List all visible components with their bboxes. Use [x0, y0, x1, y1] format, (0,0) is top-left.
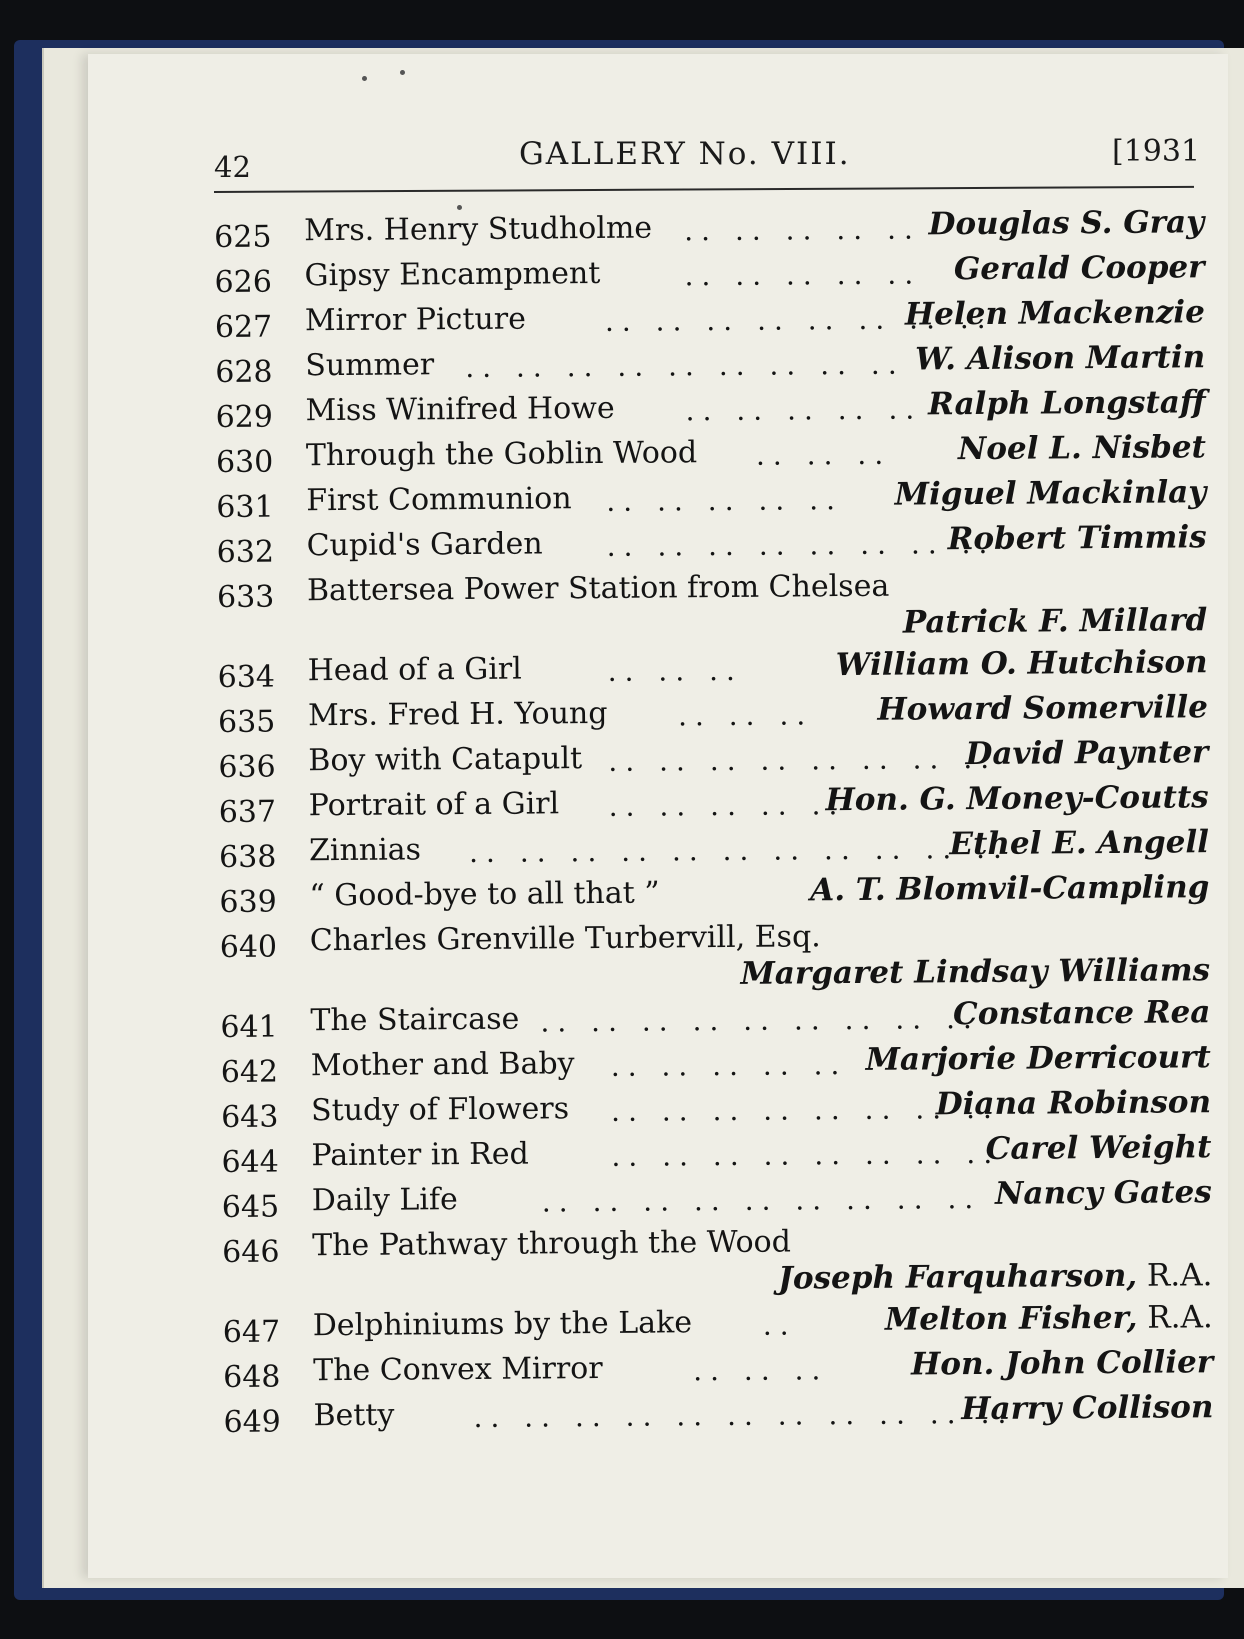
- entry-artist: [961, 1389, 1213, 1427]
- artist-name: Harry Collison: [961, 1389, 1214, 1428]
- catalogue-entry: [222, 1215, 1213, 1303]
- entry-number: 637: [218, 794, 277, 830]
- entry-number: 630: [215, 444, 274, 480]
- entry-title: Gipsy Encampment: [304, 255, 601, 294]
- artist-name: Constance Rea: [952, 994, 1211, 1033]
- leader-dots: .. .. ..: [607, 653, 743, 688]
- catalogue-entry: [217, 640, 1207, 693]
- entry-title: Cupid's Garden: [306, 526, 543, 564]
- artist-name: Miguel Mackinlay: [894, 474, 1207, 513]
- entry-title: Through the Goblin Wood: [305, 435, 698, 474]
- entry-title: Battersea Power Station from Chelsea: [306, 568, 890, 609]
- entry-title: “ Good-bye to all that ”: [309, 875, 660, 914]
- artist-name: Hon. John Collier: [910, 1344, 1214, 1383]
- entry-artist: [903, 602, 1208, 640]
- catalogue-entry: [219, 775, 1209, 828]
- entry-title: Mirror Picture: [304, 301, 527, 339]
- entry-artist: [911, 1344, 1213, 1382]
- artist-name: A. T. Blomvil-Campling: [810, 869, 1210, 909]
- catalogue-entry: [217, 560, 1208, 648]
- entry-number: 638: [218, 839, 277, 875]
- catalogue-entry: [216, 425, 1206, 478]
- leader-dots: .. .. .. .. ..: [610, 1048, 848, 1083]
- entry-number: 641: [220, 1009, 278, 1045]
- artist-name: Gerald Cooper: [953, 249, 1205, 288]
- catalogue-entry: [221, 1035, 1211, 1088]
- catalogue-entry: [215, 290, 1205, 343]
- entry-artist: [958, 429, 1206, 467]
- catalogue-entry: [219, 820, 1209, 873]
- leader-dots: .. .. .. .. ..: [684, 212, 921, 248]
- leader-dots: .. .. ..: [755, 437, 892, 472]
- artist-name: David Paynter: [965, 734, 1209, 773]
- entry-title: Zinnias: [308, 832, 422, 869]
- entry-title: Mrs. Fred H. Young: [307, 695, 608, 734]
- entry-number: 642: [220, 1054, 279, 1090]
- entry-artist: [885, 1299, 1213, 1338]
- catalogue-entry: [221, 1080, 1211, 1133]
- leader-dots: .. .. .. .. .. .. .. ..: [606, 526, 996, 563]
- entry-title: The Convex Mirror: [312, 1350, 603, 1389]
- entry-artist: [948, 519, 1207, 557]
- leader-dots: .. .. .. .. ..: [606, 483, 844, 518]
- catalogue-entry: [216, 515, 1206, 568]
- entry-artist: [995, 1174, 1212, 1212]
- artist-name: Noel L. Nisbet: [957, 429, 1207, 468]
- entry-number: 648: [223, 1359, 281, 1395]
- entry-number: 639: [219, 884, 277, 920]
- leader-dots: .. .. .. .. .. .. .. ..: [610, 1091, 1000, 1128]
- leader-dots: .. .. .. .. .. .. .. .. ..: [540, 1002, 980, 1039]
- leader-dots: .. .. .. .. .. .. .. .. ..: [541, 1182, 982, 1219]
- catalogue-entry: [223, 1295, 1213, 1348]
- catalogue-entry: [223, 1340, 1213, 1393]
- entry-title: Mother and Baby: [310, 1046, 575, 1084]
- catalogue-entry: [214, 200, 1204, 253]
- catalogue-entry: [220, 910, 1211, 998]
- entry-title: Head of a Girl: [307, 651, 522, 689]
- year: [1931: [1112, 134, 1201, 169]
- entry-number: 629: [215, 399, 274, 435]
- entry-number: 632: [216, 534, 275, 570]
- entry-number: 640: [219, 929, 278, 965]
- artist-name: William O. Hutchison: [835, 644, 1208, 684]
- leader-dots: ..: [762, 1308, 797, 1342]
- artist-name: Nancy Gates: [994, 1174, 1212, 1212]
- artist-name: Ethel E. Angell: [949, 824, 1210, 863]
- entry-artist: [928, 384, 1206, 422]
- leader-dots: .. .. .. .. .. .. .. .. ..: [465, 347, 905, 385]
- entry-title: The Staircase: [310, 1001, 520, 1039]
- entry-artist: [953, 994, 1211, 1032]
- artist-name: Carel Weight: [985, 1129, 1212, 1167]
- catalogue-entry: [221, 1125, 1211, 1178]
- entry-number: 645: [221, 1189, 280, 1225]
- entry-number: 626: [214, 264, 272, 300]
- running-header: [214, 134, 1201, 194]
- catalogue-entry: [222, 1170, 1212, 1223]
- artist-name: Hon. G. Money-Coutts: [825, 779, 1209, 819]
- leader-dots: .. .. .. .. ..: [608, 788, 846, 823]
- artist-name: Marjorie Derricourt: [865, 1039, 1211, 1078]
- entry-artist: [825, 779, 1208, 818]
- artist-name: Margaret Lindsay Williams: [740, 952, 1211, 992]
- entry-artist: [866, 1039, 1211, 1078]
- catalogue-list: [214, 200, 1214, 1438]
- entry-number: 631: [216, 489, 274, 525]
- leader-dots: .. .. .. .. .. .. .. ..: [611, 1136, 1001, 1173]
- entry-number: 636: [218, 749, 276, 785]
- ink-speck: [400, 70, 405, 75]
- artist-name: Ralph Longstaff: [927, 384, 1206, 423]
- entry-title: Miss Winifred Howe: [305, 390, 615, 429]
- entry-title: Summer: [305, 347, 435, 384]
- artist-honour: R.A.: [1137, 1299, 1213, 1336]
- entry-artist: [936, 1084, 1212, 1122]
- artist-name: Diana Robinson: [935, 1084, 1212, 1123]
- artist-name: W. Alison Martin: [915, 339, 1206, 378]
- entry-artist: [810, 869, 1209, 908]
- artist-name: Robert Timmis: [947, 519, 1207, 558]
- entry-title: Delphiniums by the Lake: [312, 1305, 693, 1344]
- leader-dots: .. .. .. .. ..: [685, 392, 923, 428]
- artist-name: Melton Fisher,: [884, 1299, 1138, 1338]
- entry-number: 647: [222, 1314, 281, 1350]
- catalogue-entry: [223, 1385, 1213, 1438]
- artist-honour: R.A.: [1136, 1257, 1213, 1294]
- leader-dots: .. .. .. .. .. .. .. .. .. .. ..: [468, 831, 1010, 870]
- catalogue-entry: [218, 685, 1208, 738]
- entry-title: Study of Flowers: [310, 1091, 570, 1129]
- entry-artist: [949, 824, 1209, 862]
- entry-artist: [740, 952, 1210, 992]
- leader-dots: .. .. .. .. .. .. .. ..: [608, 741, 998, 778]
- entry-number: 649: [223, 1404, 281, 1440]
- leader-dots: .. .. .. .. ..: [684, 257, 922, 293]
- artist-name: Howard Somerville: [877, 689, 1209, 728]
- entry-artist: [965, 734, 1208, 772]
- leader-dots: .. .. .. .. .. .. .. ..: [604, 301, 994, 338]
- gallery-title: GALLERY No. VIII.: [519, 136, 851, 172]
- catalogue-entry: [214, 245, 1204, 298]
- entry-number: 644: [221, 1144, 279, 1180]
- leader-dots: .. .. .. .. .. .. .. .. .. .. ..: [473, 1396, 1015, 1434]
- catalogue-entry: [215, 335, 1205, 388]
- page-number: 42: [214, 150, 251, 184]
- entry-title: Portrait of a Girl: [308, 786, 560, 824]
- entry-title: Mrs. Henry Studholme: [304, 210, 653, 249]
- artist-name: Patrick F. Millard: [902, 602, 1208, 641]
- entry-artist: [877, 689, 1208, 728]
- entry-title: Boy with Catapult: [308, 741, 583, 779]
- artist-name: Joseph Farquharson,: [778, 1257, 1138, 1297]
- entry-title: Betty: [313, 1397, 395, 1434]
- entry-number: 635: [217, 704, 276, 740]
- entry-number: 633: [216, 579, 275, 615]
- entry-number: 628: [215, 354, 273, 390]
- entry-artist: [928, 204, 1204, 242]
- catalogue-entry: [218, 730, 1208, 783]
- entry-artist: [895, 474, 1207, 512]
- entry-artist: [915, 339, 1205, 377]
- leader-dots: .. .. ..: [677, 698, 814, 733]
- entry-artist: [954, 249, 1205, 287]
- entry-title: The Pathway through the Wood: [312, 1224, 792, 1264]
- entry-title: Daily Life: [311, 1182, 458, 1219]
- catalogue-entry: [219, 865, 1209, 918]
- entry-artist: [905, 294, 1205, 332]
- entry-artist: [986, 1129, 1212, 1167]
- entry-number: 627: [214, 309, 273, 345]
- entry-number: 643: [221, 1099, 279, 1135]
- entry-artist: [836, 644, 1208, 683]
- catalogue-entry: [215, 380, 1205, 433]
- ink-speck: [362, 76, 367, 81]
- catalogue-entry: [216, 470, 1206, 523]
- entry-number: 625: [214, 219, 272, 255]
- artist-name: Douglas S. Gray: [928, 204, 1205, 243]
- entry-number: 634: [217, 659, 276, 695]
- entry-title: First Communion: [306, 481, 572, 519]
- catalogue-entry: [220, 990, 1210, 1043]
- entry-title: Painter in Red: [311, 1136, 529, 1174]
- leader-dots: .. .. ..: [693, 1353, 829, 1388]
- entry-number: 646: [222, 1234, 280, 1270]
- entry-artist: [778, 1257, 1212, 1296]
- artist-name: Helen Mackenzie: [904, 294, 1205, 333]
- entry-title: Charles Grenville Turbervill, Esq.: [309, 919, 821, 959]
